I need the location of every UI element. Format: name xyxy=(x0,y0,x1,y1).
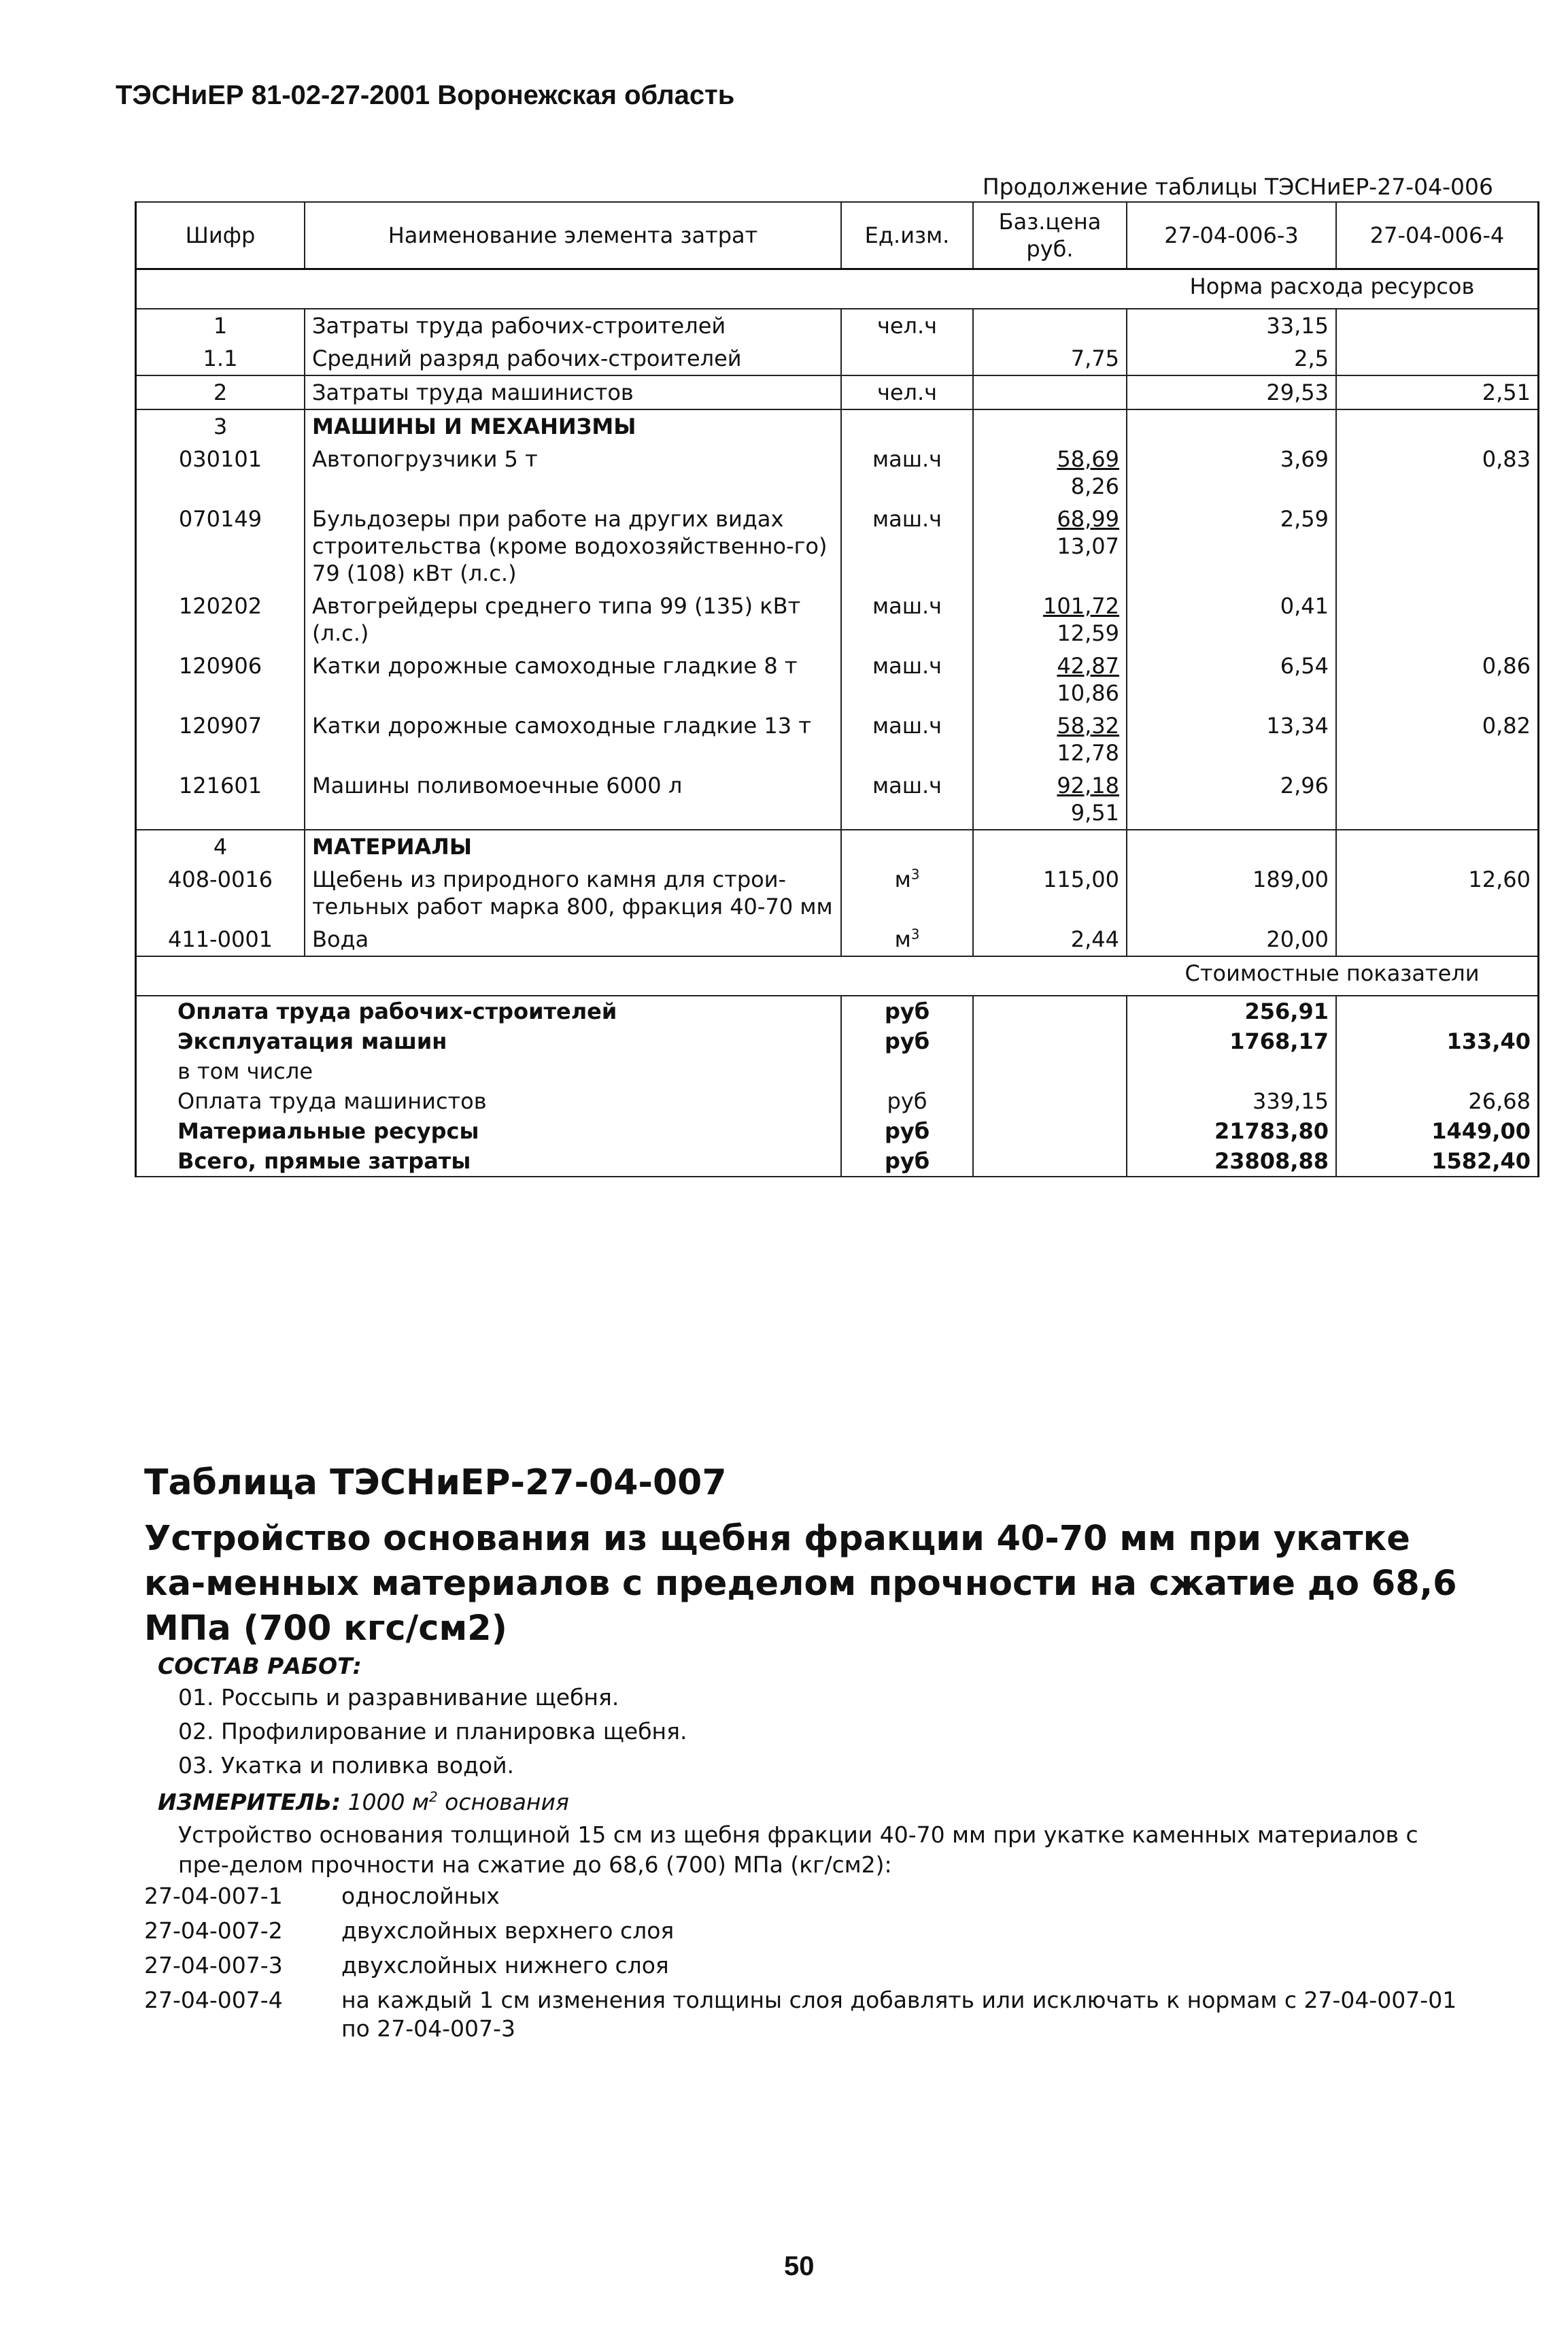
cell-norm-3 xyxy=(1127,409,1336,443)
price-secondary: 10,86 xyxy=(1057,680,1119,706)
cost-unit: руб xyxy=(841,1116,973,1146)
cell-norm-3 xyxy=(1127,830,1336,863)
price-primary: 42,87 xyxy=(1057,653,1119,679)
cell-norm-3: 13,34 xyxy=(1127,709,1336,769)
page-header: ТЭСНиЕР 81-02-27-2001 Воронежская область xyxy=(116,80,735,110)
price-secondary: 12,59 xyxy=(1057,620,1119,646)
meter-label: ИЗМЕРИТЕЛЬ: xyxy=(158,1789,341,1815)
norm-code-row xyxy=(144,1951,1484,1980)
cell-norm-4 xyxy=(1336,409,1539,443)
price-secondary: 12,78 xyxy=(1057,740,1119,766)
price-primary: 101,72 xyxy=(1043,593,1119,619)
cell-name: Катки дорожные самоходные гладкие 8 т xyxy=(305,650,841,709)
cell-unit: маш.ч xyxy=(841,769,973,830)
table-row xyxy=(136,409,1539,443)
cell-norm-3: 29,53 xyxy=(1127,375,1336,409)
norm-code-text: двухслойных верхнего слоя xyxy=(341,1917,675,1944)
cell-norm-3: 33,15 xyxy=(1127,309,1336,342)
col-header-006-3: 27-04-006-3 xyxy=(1127,202,1336,269)
cell-code: 1.1 xyxy=(136,342,305,375)
cell-norm-4 xyxy=(1336,923,1539,956)
cost-row xyxy=(136,1086,1539,1116)
norm-code: 27-04-007-1 xyxy=(144,1883,283,1909)
cell-price xyxy=(973,503,1127,590)
cell-code: 2 xyxy=(136,375,305,409)
cell-norm-3: 2,59 xyxy=(1127,503,1336,590)
price-primary: 92,18 xyxy=(1057,773,1119,798)
cell-norm-3: 20,00 xyxy=(1127,923,1336,956)
resource-table xyxy=(135,201,1539,1177)
unit-sup: 3 xyxy=(910,926,920,943)
cell-unit: маш.ч xyxy=(841,590,973,650)
cell-norm-3: 2,96 xyxy=(1127,769,1336,830)
col-header-code: Шифр xyxy=(136,202,305,269)
table-row xyxy=(136,830,1539,863)
cost-row xyxy=(136,1026,1539,1056)
price-secondary: 8,26 xyxy=(1070,473,1119,499)
cell-price xyxy=(973,309,1127,342)
cell-name: МАТЕРИАЛЫ xyxy=(305,830,841,863)
cell-code: 030101 xyxy=(136,443,305,503)
cell-name: Катки дорожные самоходные гладкие 13 т xyxy=(305,709,841,769)
cell-code: 4 xyxy=(136,830,305,863)
table-row xyxy=(136,650,1539,709)
meter-line xyxy=(158,1789,569,1815)
cell-unit: чел.ч xyxy=(841,375,973,409)
cost-value-3: 1768,17 xyxy=(1127,1026,1336,1056)
cost-unit: руб xyxy=(841,1026,973,1056)
meter-value: 1000 м xyxy=(347,1789,429,1815)
cost-rows xyxy=(136,996,1539,1177)
cell-price xyxy=(973,409,1127,443)
cell-code: 408-0016 xyxy=(136,863,305,923)
table-description: Устройство основания из щебня фракции 40-70 мм при укатке ка-менных материалов с пределом прочности на сжатие до 68,6 МПа (700 кгс/см2) xyxy=(144,1519,1457,1649)
cell-norm-3: 2,5 xyxy=(1127,342,1336,375)
cell-norm-4 xyxy=(1336,342,1539,375)
table-row xyxy=(136,863,1539,923)
norm-code: 27-04-007-4 xyxy=(144,1987,283,2013)
cost-value-4: 1449,00 xyxy=(1336,1116,1539,1146)
resource-rows xyxy=(136,309,1539,956)
cost-unit: руб xyxy=(841,1146,973,1177)
cell-name: Вода xyxy=(305,923,841,956)
cell-code: 411-0001 xyxy=(136,923,305,956)
col-header-006-4: 27-04-006-4 xyxy=(1336,202,1539,269)
norm-code: 27-04-007-2 xyxy=(144,1917,283,1944)
cost-unit xyxy=(841,1056,973,1086)
norm-code: 27-04-007-3 xyxy=(144,1952,283,1979)
norm-label: Норма расхода ресурсов xyxy=(1127,269,1539,309)
cell-code: 3 xyxy=(136,409,305,443)
cell-code: 070149 xyxy=(136,503,305,590)
work-composition-heading: СОСТАВ РАБОТ: xyxy=(158,1653,362,1679)
table-row xyxy=(136,923,1539,956)
cost-name: в том числе xyxy=(136,1056,842,1086)
cost-row xyxy=(136,1146,1539,1177)
cost-value-4: 26,68 xyxy=(1336,1086,1539,1116)
cell-name: Средний разряд рабочих-строителей xyxy=(305,342,841,375)
price-primary: 58,32 xyxy=(1057,713,1119,739)
cell-unit xyxy=(841,923,973,956)
table-title: Таблица ТЭСНиЕР-27-04-007 xyxy=(144,1462,727,1503)
cost-label: Стоимостные показатели xyxy=(1127,956,1539,996)
norm-paragraph: Устройство основания толщиной 15 см из щебня фракции 40-70 мм при укатке каменных материалов с пре-делом прочности на сжатие до 68,6 (700) МПа (кг/см2): xyxy=(178,1821,1418,1878)
cell-name: Затраты труда рабочих-строителей xyxy=(305,309,841,342)
continuation-caption: Продолжение таблицы ТЭСНиЕР-27-04-006 xyxy=(982,173,1493,200)
cell-code: 120907 xyxy=(136,709,305,769)
cell-price xyxy=(973,769,1127,830)
cell-code: 1 xyxy=(136,309,305,342)
price-primary: 2,44 xyxy=(1070,926,1119,952)
cell-price xyxy=(973,830,1127,863)
cost-blank xyxy=(973,1146,1127,1177)
cost-row xyxy=(136,1056,1539,1086)
cell-norm-4 xyxy=(1336,830,1539,863)
unit-text: м xyxy=(894,926,911,952)
table-row xyxy=(136,309,1539,342)
cell-name: Затраты труда машинистов xyxy=(305,375,841,409)
cost-name: Эксплуатация машин xyxy=(136,1026,842,1056)
cost-value-3: 339,15 xyxy=(1127,1086,1336,1116)
cell-norm-3: 6,54 xyxy=(1127,650,1336,709)
cell-unit: маш.ч xyxy=(841,503,973,590)
cost-row xyxy=(136,1116,1539,1146)
cell-unit: маш.ч xyxy=(841,709,973,769)
cell-name: Щебень из природного камня для строи-тельных работ марка 800, фракция 40-70 мм xyxy=(305,863,841,923)
cell-price xyxy=(973,590,1127,650)
cell-price xyxy=(973,923,1127,956)
cost-name: Оплата труда рабочих-строителей xyxy=(136,996,842,1026)
table-row xyxy=(136,503,1539,590)
norm-code-text: двухслойных нижнего слоя xyxy=(341,1952,669,1979)
cell-unit xyxy=(841,409,973,443)
cost-value-3: 21783,80 xyxy=(1127,1116,1336,1146)
cost-row xyxy=(136,996,1539,1026)
cell-norm-4: 2,51 xyxy=(1336,375,1539,409)
cell-norm-3: 3,69 xyxy=(1127,443,1336,503)
work-item: 03. Укатка и поливка водой. xyxy=(178,1752,515,1779)
cell-norm-4 xyxy=(1336,769,1539,830)
cost-unit: руб xyxy=(841,996,973,1026)
unit-sup: 3 xyxy=(910,866,920,883)
cost-value-4: 1582,40 xyxy=(1336,1146,1539,1177)
cell-norm-4: 0,83 xyxy=(1336,443,1539,503)
cell-code: 120202 xyxy=(136,590,305,650)
cost-unit: руб xyxy=(841,1086,973,1116)
meter-sup: 2 xyxy=(428,1789,438,1805)
meter-suffix: основания xyxy=(437,1789,569,1815)
cell-norm-4: 0,82 xyxy=(1336,709,1539,769)
cost-label-row xyxy=(136,956,1539,996)
col-header-price: Баз.цена руб. xyxy=(973,202,1127,269)
cell-name: Бульдозеры при работе на других видах строительства (кроме водохозяйственно-го) 79 (108) кВт (л.с.) xyxy=(305,503,841,590)
table-row xyxy=(136,443,1539,503)
cost-blank xyxy=(973,1056,1127,1086)
price-secondary: 9,51 xyxy=(1070,800,1119,826)
norm-code-row xyxy=(144,1917,1484,1945)
cell-price xyxy=(973,650,1127,709)
price-primary: 7,75 xyxy=(1070,346,1119,371)
cell-norm-3: 189,00 xyxy=(1127,863,1336,923)
work-item: 01. Россыпь и разравнивание щебня. xyxy=(178,1684,619,1711)
cost-blank xyxy=(973,1086,1127,1116)
table-row xyxy=(136,590,1539,650)
cost-value-4: 133,40 xyxy=(1336,1026,1539,1056)
cell-norm-4 xyxy=(1336,503,1539,590)
cell-unit: маш.ч xyxy=(841,650,973,709)
norm-code-row xyxy=(144,1986,1484,2043)
cell-norm-4: 0,86 xyxy=(1336,650,1539,709)
table-row xyxy=(136,709,1539,769)
price-primary: 115,00 xyxy=(1043,866,1119,892)
table-header-row xyxy=(136,202,1539,269)
cell-norm-4 xyxy=(1336,590,1539,650)
cell-name: Машины поливомоечные 6000 л xyxy=(305,769,841,830)
cell-name: Автопогрузчики 5 т xyxy=(305,443,841,503)
cost-value-3: 256,91 xyxy=(1127,996,1336,1026)
cost-name: Всего, прямые затраты xyxy=(136,1146,842,1177)
norm-label-row xyxy=(136,269,1539,309)
col-header-unit: Ед.изм. xyxy=(841,202,973,269)
cell-code: 121601 xyxy=(136,769,305,830)
cost-blank xyxy=(973,996,1127,1026)
table-row xyxy=(136,769,1539,830)
cell-unit xyxy=(841,342,973,375)
cell-name: МАШИНЫ И МЕХАНИЗМЫ xyxy=(305,409,841,443)
cell-unit xyxy=(841,863,973,923)
cell-unit: маш.ч xyxy=(841,443,973,503)
norm-code-text: однослойных xyxy=(341,1883,500,1909)
cost-value-3: 23808,88 xyxy=(1127,1146,1336,1177)
unit-text: м xyxy=(894,866,911,892)
price-secondary: 13,07 xyxy=(1057,533,1119,559)
cost-value-4 xyxy=(1336,1056,1539,1086)
cost-blank xyxy=(973,1116,1127,1146)
table-row xyxy=(136,375,1539,409)
cell-unit: чел.ч xyxy=(841,309,973,342)
cell-norm-4 xyxy=(1336,309,1539,342)
cost-blank xyxy=(973,1026,1127,1056)
norm-code-row xyxy=(144,1882,1484,1911)
cell-price xyxy=(973,709,1127,769)
price-primary: 68,99 xyxy=(1057,506,1119,532)
page-number: 50 xyxy=(784,2251,815,2281)
work-item: 02. Профилирование и планировка щебня. xyxy=(178,1718,687,1745)
cell-unit xyxy=(841,830,973,863)
cell-norm-3: 0,41 xyxy=(1127,590,1336,650)
cell-price xyxy=(973,443,1127,503)
cost-name: Материальные ресурсы xyxy=(136,1116,842,1146)
cell-price xyxy=(973,342,1127,375)
cost-value-3 xyxy=(1127,1056,1336,1086)
cell-name: Автогрейдеры среднего типа 99 (135) кВт (л.с.) xyxy=(305,590,841,650)
col-header-name: Наименование элемента затрат xyxy=(305,202,841,269)
cell-norm-4: 12,60 xyxy=(1336,863,1539,923)
cost-name: Оплата труда машинистов xyxy=(136,1086,842,1116)
cell-price xyxy=(973,863,1127,923)
cell-code: 120906 xyxy=(136,650,305,709)
cell-price xyxy=(973,375,1127,409)
cost-value-4 xyxy=(1336,996,1539,1026)
norm-code-text: на каждый 1 см изменения толщины слоя добавлять или исключать к нормам с 27-04-007-01 по 27-04-007-3 xyxy=(341,1987,1457,2042)
price-primary: 58,69 xyxy=(1057,446,1119,472)
table-row xyxy=(136,342,1539,375)
